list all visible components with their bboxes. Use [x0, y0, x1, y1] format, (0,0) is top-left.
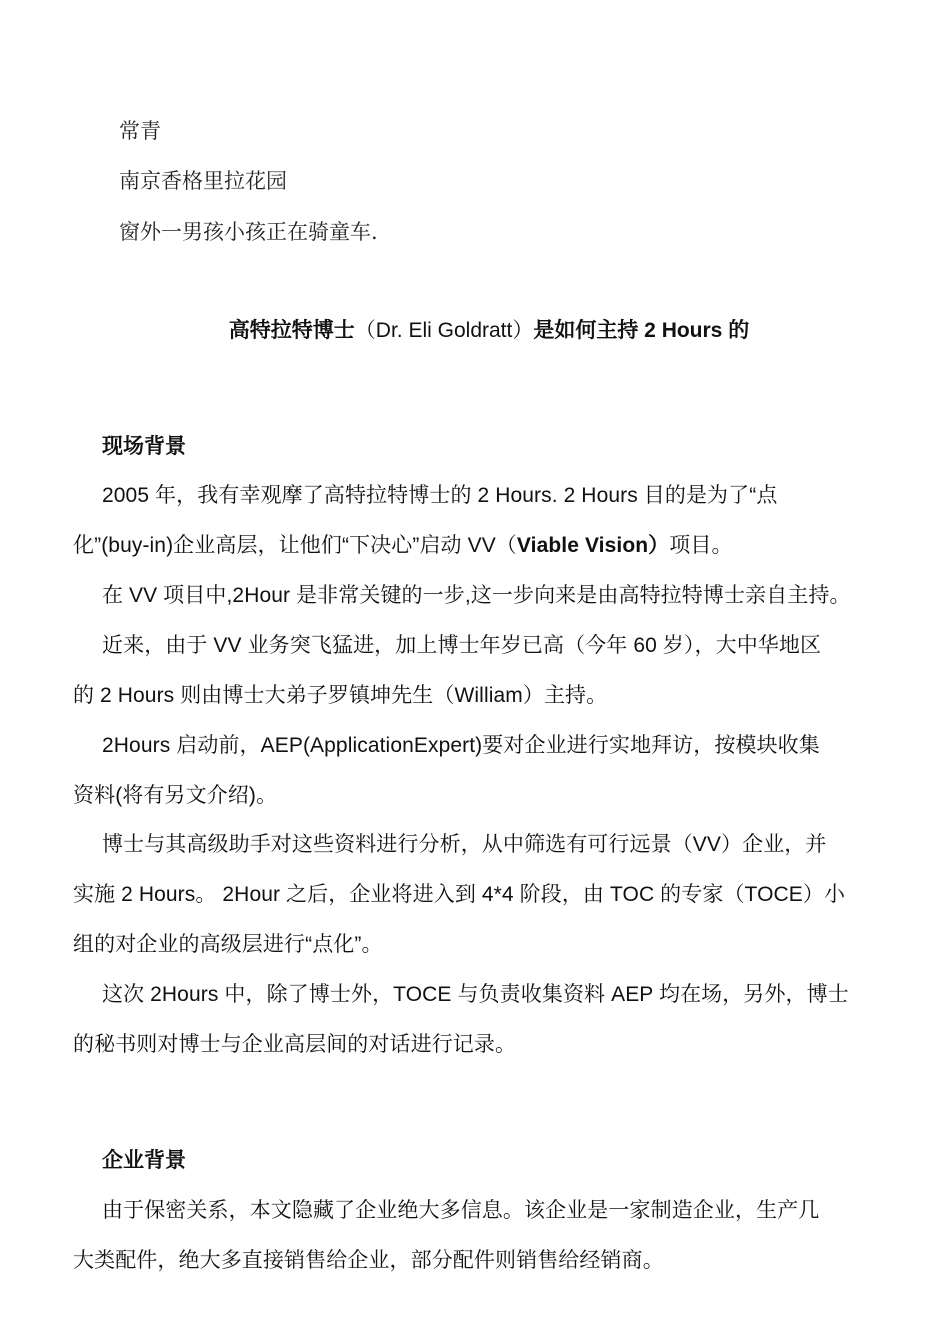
paragraph-line: 2Hours 启动前，AEP(ApplicationExpert)要对企业进行实地拜访，按模块收集: [102, 734, 820, 757]
document-title: [0, 316, 950, 346]
title-part-2: （Dr. Eli Goldratt）: [354, 319, 534, 342]
text-run-bold: Viable Vision）: [516, 534, 670, 557]
paragraph-line: 大类配件，绝大多直接销售给企业，部分配件则销售给经销商。: [73, 1249, 664, 1272]
title-part-1: 高特拉特博士: [228, 319, 355, 342]
paragraph-line: 资料(将有另文介绍)。: [73, 784, 278, 807]
paragraph-line: 组的对企业的高级层进行“点化”。: [73, 933, 383, 956]
text-run: 项目。: [669, 534, 733, 557]
paragraph-line: 2005 年，我有幸观摩了高特拉特博士的 2 Hours. 2 Hours 目的是为了“点: [102, 484, 778, 507]
paragraph-line: [73, 531, 733, 561]
note-line: 窗外一男孩小孩正在骑童车.: [119, 220, 378, 244]
paragraph-line: 的秘书则对博士与企业高层间的对话进行记录。: [73, 1033, 517, 1056]
paragraph-line: 这次 2Hours 中，除了博士外，TOCE 与负责收集资料 AEP 均在场，另外，博士: [102, 983, 849, 1006]
paragraph-line: 近来，由于 VV 业务突飞猛进，加上博士年岁已高（今年 60 岁），大中华地区: [102, 634, 822, 657]
title-part-3: 是如何主持 2 Hours 的: [533, 319, 750, 342]
text-run: 化”(buy-in)企业高层，让他们“下决心”启动 VV（: [73, 534, 517, 557]
paragraph-line: 博士与其高级助手对这些资料进行分析，从中筛选有可行远景（VV）企业，并: [102, 833, 827, 856]
section-heading-scene: 现场背景: [102, 435, 186, 458]
author-name: 常青: [119, 119, 161, 143]
section-heading-company: 企业背景: [102, 1149, 186, 1172]
paragraph-line: 实施 2 Hours。 2Hour 之后，企业将进入到 4*4 阶段，由 TOC 的专家（TOCE）小: [73, 883, 846, 906]
paragraph-line: 由于保密关系，本文隐藏了企业绝大多信息。该企业是一家制造企业，生产几: [102, 1199, 820, 1222]
paragraph-line: 在 VV 项目中,2Hour 是非常关键的一步,这一步向来是由高特拉特博士亲自主持。: [102, 584, 851, 607]
location-line: 南京香格里拉花园: [119, 169, 287, 193]
paragraph-line: 的 2 Hours 则由博士大弟子罗镇坤先生（William）主持。: [73, 684, 608, 707]
